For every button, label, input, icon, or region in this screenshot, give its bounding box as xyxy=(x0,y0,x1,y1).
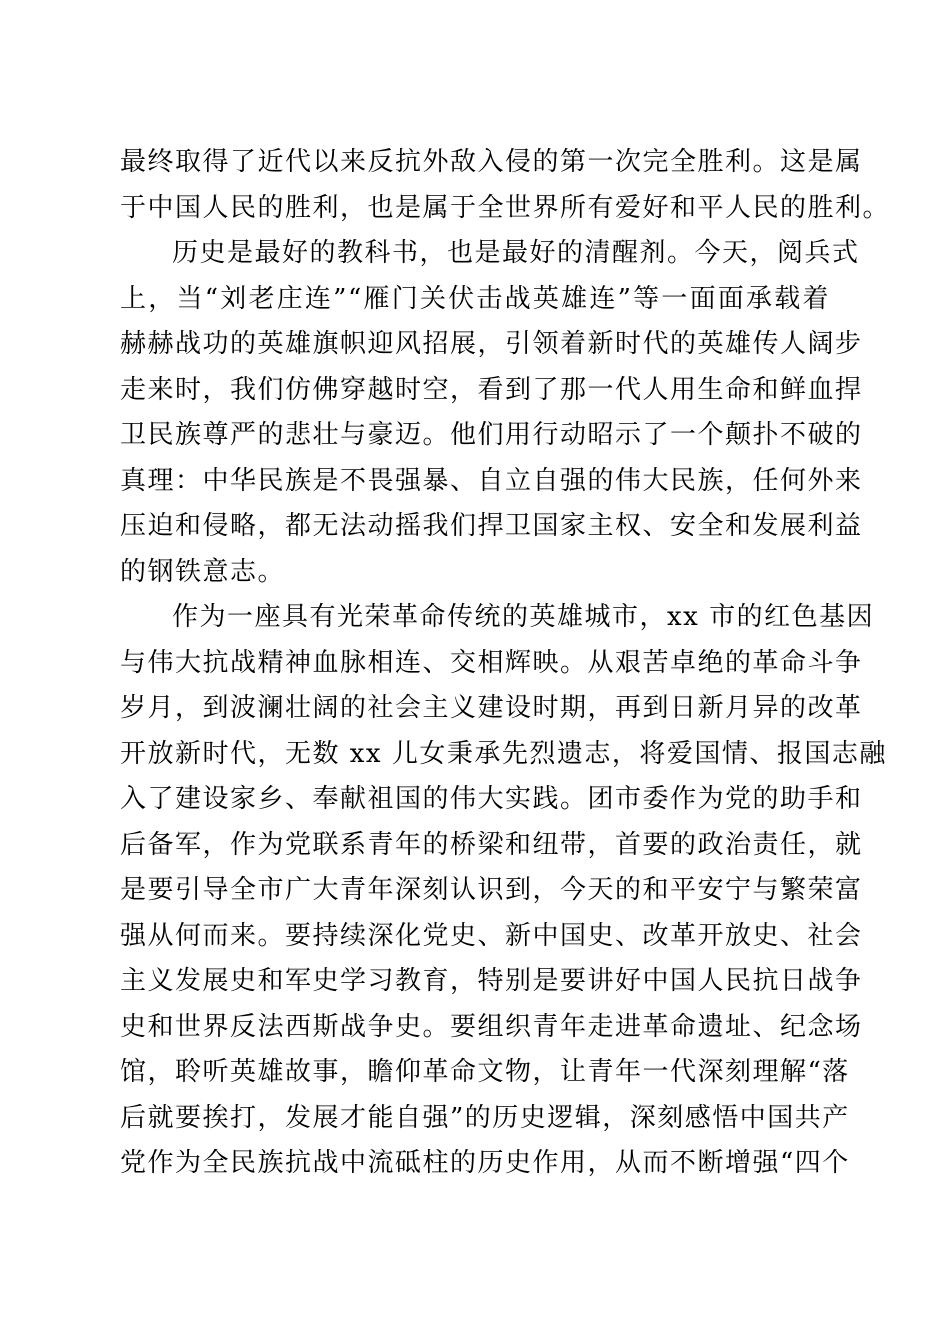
text-line: 强从何而来。要持续深化党史、新中国史、改革开放史、社会 xyxy=(120,920,863,951)
text-line: 后备军，作为党联系青年的桥梁和纽带，首要的政治责任，就 xyxy=(120,829,863,860)
text-line: 卫民族尊严的悲壮与豪迈。他们用行动昭示了一个颠扑不破的 xyxy=(120,420,863,450)
text-line: 于中国人民的胜利，也是属于全世界所有爱好和平人民的胜利。 xyxy=(120,192,891,223)
text-line: 上，当“刘老庄连”“雁门关伏击战英雄连”等一面面承载着 xyxy=(120,283,830,314)
text-line: 最终取得了近代以来反抗外敌入侵的第一次完全胜利。这是属 xyxy=(120,147,863,177)
text-line: 后就要挨打，发展才能自强”的历史逻辑，深刻感悟中国共产 xyxy=(120,1102,850,1133)
paragraph-start-line: 历史是最好的教科书，也是最好的清醒剂。今天，阅兵式 xyxy=(172,238,860,268)
body-text xyxy=(120,140,891,1187)
text-line: 的钢铁意志。 xyxy=(120,556,286,587)
text-line: 走来时，我们仿佛穿越时空，看到了那一代人用生命和鲜血捍 xyxy=(120,374,863,405)
paragraph-start-line: 作为一座具有光荣革命传统的英雄城市，xx 市的红色基因 xyxy=(172,602,875,632)
text-line: 开放新时代，无数 xx 儿女秉承先烈遗志，将爱国情、报国志融 xyxy=(120,738,887,769)
text-line: 党作为全民族抗战中流砥柱的历史作用，从而不断增强“四个 xyxy=(120,1148,850,1178)
text-line: 赫赫战功的英雄旗帜迎风招展，引领着新时代的英雄传人阔步 xyxy=(120,329,863,359)
text-line: 压迫和侵略，都无法动摇我们捍卫国家主权、安全和发展利益 xyxy=(120,511,863,541)
text-line: 入了建设家乡、奉献祖国的伟大实践。团市委作为党的助手和 xyxy=(120,784,863,814)
text-line: 与伟大抗战精神血脉相连、交相辉映。从艰苦卓绝的革命斗争 xyxy=(120,647,863,678)
text-line: 馆，聆听英雄故事，瞻仰革命文物，让青年一代深刻理解“落 xyxy=(120,1057,850,1087)
text-line: 主义发展史和军史学习教育，特别是要讲好中国人民抗日战争 xyxy=(120,966,863,996)
text-line: 岁月，到波澜壮阔的社会主义建设时期，再到日新月异的改革 xyxy=(120,693,863,723)
text-line: 真理：中华民族是不畏强暴、自立自强的伟大民族，任何外来 xyxy=(120,465,863,496)
text-line: 史和世界反法西斯战争史。要组织青年走进革命遗址、纪念场 xyxy=(120,1011,863,1042)
text-line: 是要引导全市广大青年深刻认识到，今天的和平安宁与繁荣富 xyxy=(120,875,863,905)
